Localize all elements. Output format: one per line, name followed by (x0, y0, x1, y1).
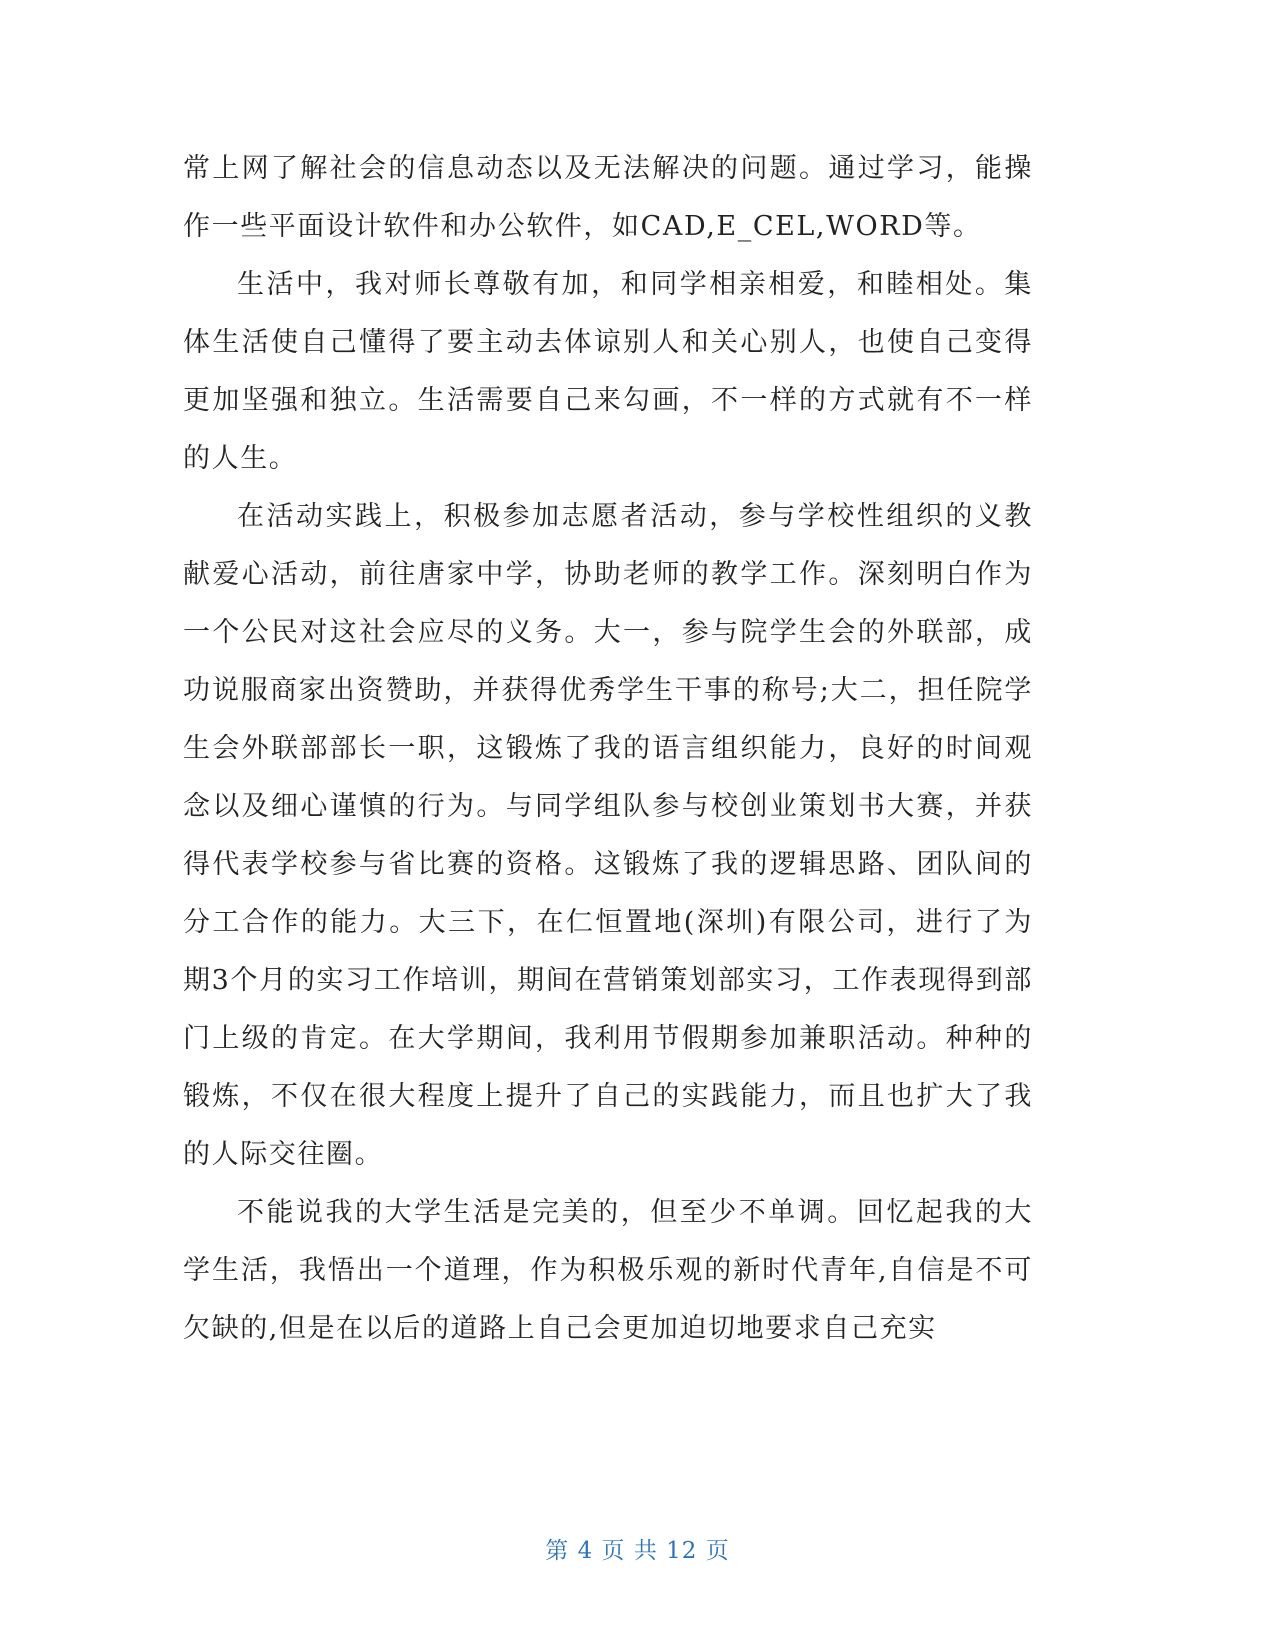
document-body (183, 140, 1033, 1358)
paragraph-activities-practice: 在活动实践上，积极参加志愿者活动，参与学校性组织的义教献爱心活动，前往唐家中学，协助老师的教学工作。深刻明白作为一个公民对这社会应尽的义务。大一，参与院学生会的外联部，成功说服商家出资赞助，并获得优秀学生干事的称号;大二，担任院学生会外联部部长一职，这锻炼了我的语言组织能力，良好的时间观念以及细心谨慎的行为。与同学组队参与校创业策划书大赛，并获得代表学校参与省比赛的资格。这锻炼了我的逻辑思路、团队间的分工合作的能力。大三下，在仁恒置地(深圳)有限公司，进行了为期3个月的实习工作培训，期间在营销策划部实习，工作表现得到部门上级的肯定。在大学期间，我利用节假期参加兼职活动。种种的锻炼，不仅在很大程度上提升了自己的实践能力，而且也扩大了我的人际交往圈。 (183, 501, 1033, 1170)
paragraph-skills-continued: 常上网了解社会的信息动态以及无法解决的问题。通过学习，能操作一些平面设计软件和办公软件，如CAD,E_CEL,WORD等。 (183, 153, 1033, 242)
paragraph-reflection: 不能说我的大学生活是完美的，但至少不单调。回忆起我的大学生活，我悟出一个道理，作为积极乐观的新时代青年,自信是不可欠缺的,但是在以后的道路上自己会更加迫切地要求自己充实 (183, 1197, 1033, 1344)
page-number-footer: 第 4 页 共 12 页 (545, 1538, 730, 1564)
paragraph-daily-life: 生活中，我对师长尊敬有加，和同学相亲相爱，和睦相处。集体生活使自己懂得了要主动去体谅别人和关心别人，也使自己变得更加坚强和独立。生活需要自己来勾画，不一样的方式就有不一样的人生。 (183, 269, 1033, 474)
